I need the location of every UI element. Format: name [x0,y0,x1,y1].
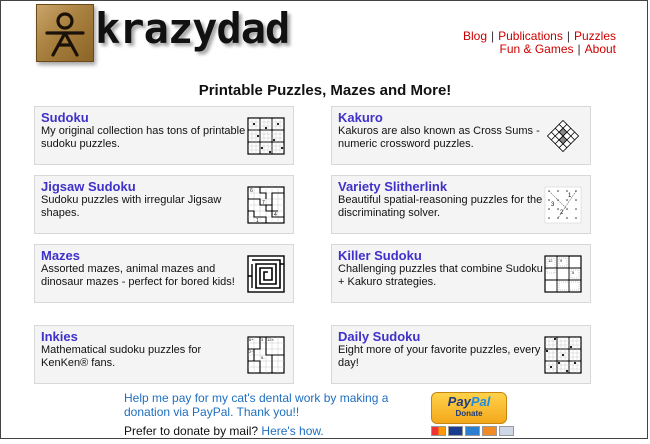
nav-fun-games-link[interactable]: Fun & Games [499,42,574,56]
nav-puzzles-link[interactable]: Puzzles [573,29,616,43]
logo-glyph-icon [37,5,93,61]
jigsaw-grid-icon [247,186,285,224]
donation-message[interactable]: Help me pay for my cat's dental work by making a donation via PayPal. Thank you!! [124,391,389,419]
card-title[interactable]: Daily Sudoku [338,329,421,344]
card-title[interactable]: Killer Sudoku [338,248,422,263]
svg-text:6: 6 [250,188,253,194]
svg-text:12: 12 [548,258,553,263]
svg-text:3: 3 [551,202,555,208]
slitherlink-grid-icon [544,186,582,224]
maze-icon [247,255,285,293]
bank-icon [499,426,514,436]
nav-blog-link[interactable]: Blog [462,29,487,43]
svg-text:2: 2 [560,210,564,216]
discover-icon [482,426,497,436]
card-title[interactable]: Variety Slitherlink [338,179,448,194]
paypal-logo [432,393,506,409]
kakuro-grid-icon [544,117,582,155]
visa-icon [448,426,463,436]
card-description: My original collection has tons of printable sudoku puzzles. [41,125,246,150]
top-navigation: Blog | Publications | Puzzles Fun & Games | About [462,29,616,56]
paypal-donate-label: Donate [455,409,483,418]
svg-text:1: 1 [568,193,572,199]
card-sudoku[interactable] [34,106,294,165]
mail-donation-link[interactable]: Here's how. [261,424,324,438]
svg-text:9: 9 [560,258,563,263]
card-description: Assorted mazes, animal mazes and dinosaur mazes - perfect for bored kids! [41,263,235,288]
svg-text:5: 5 [572,270,575,275]
svg-text:2÷: 2÷ [249,349,254,354]
nav-publications-link[interactable]: Publications [498,29,563,43]
payment-cards-row [431,426,516,444]
card-description: Eight more of your favorite puzzles, every day! [338,344,541,369]
mail-donation-line [124,424,324,438]
sudoku-grid-icon [247,117,285,155]
inkies-grid-icon [247,336,285,374]
card-title[interactable]: Sudoku [41,110,89,125]
card-kakuro[interactable] [331,106,591,165]
svg-text:3: 3 [261,337,264,342]
card-inkies[interactable] [34,325,294,384]
nav-about-link[interactable]: About [584,42,616,56]
daily-sudoku-icon [544,336,582,374]
card-description: Kakuros are also known as Cross Sums - numeric crossword puzzles. [338,125,540,150]
paypal-logo-pal: Pal [470,394,491,409]
krazydad-logo-tile[interactable] [36,4,94,62]
svg-text:12×: 12× [267,337,274,342]
page-headline: Printable Puzzles, Mazes and More! [198,82,452,99]
svg-text:5-: 5- [261,355,265,360]
card-description: Challenging puzzles that combine Sudoku + Kakuro strategies. [338,263,543,288]
svg-text:6+: 6+ [249,337,254,342]
paypal-logo-pay: Pay [447,394,471,409]
card-jigsaw-sudoku[interactable] [34,175,294,234]
card-killer-sudoku[interactable] [331,244,591,303]
card-description: Beautiful spatial-reasoning puzzles for the discriminating solver. [338,194,543,219]
card-daily-sudoku[interactable] [331,325,591,384]
card-title[interactable]: Inkies [41,329,78,344]
amex-icon [465,426,480,436]
mastercard-icon [431,426,446,436]
svg-text:1: 1 [256,218,259,224]
card-mazes[interactable] [34,244,294,303]
card-title[interactable]: Mazes [41,248,81,263]
card-description: Mathematical sudoku puzzles for KenKen® fans. [41,344,202,369]
svg-text:4: 4 [274,212,277,218]
card-title[interactable]: Jigsaw Sudoku [41,179,136,194]
mail-donation-prefix: Prefer to donate by mail? [124,424,259,438]
card-description: Sudoku puzzles with irregular Jigsaw shapes. [41,194,222,219]
brand-wordmark[interactable]: krazydad [95,4,290,53]
card-variety-slitherlink[interactable] [331,175,591,234]
card-title[interactable]: Kakuro [338,110,383,125]
paypal-donate-button[interactable] [431,392,507,424]
svg-text:7: 7 [262,200,265,206]
killer-sudoku-icon [544,255,582,293]
